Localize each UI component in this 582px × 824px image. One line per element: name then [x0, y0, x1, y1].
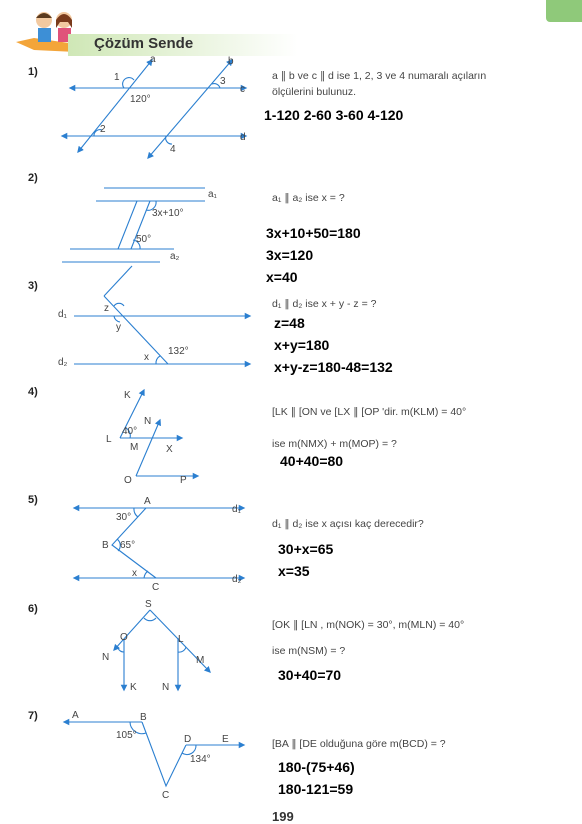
label-d2: d₂ [58, 357, 68, 368]
figure-1 [62, 60, 246, 158]
label-B7: B [140, 712, 147, 723]
label-A5: A [144, 496, 151, 507]
answer-text: 40+40=80 [280, 453, 344, 469]
problem-number: 5) [28, 494, 38, 506]
answer-text: 1-120 2-60 3-60 4-120 [264, 107, 404, 123]
label-120: 120° [130, 94, 151, 105]
figure-2 [62, 188, 205, 262]
page-number: 199 [272, 809, 294, 824]
answer-text: 3x+10+50=180 3x=120 x=40 [266, 225, 361, 285]
answer-text: 180-(75+46) 180-121=59 [278, 759, 355, 797]
question-text: a ∥ b ve c ∥ d ise 1, 2, 3 ve 4 numaralı açıların ölçülerini bulunuz. [272, 70, 487, 98]
label-O: O [124, 475, 132, 486]
question-text: [LK ∥ [ON ve [LX ∥ [OP 'dir. m(KLM) = 40° ise m(NMX) + m(MOP) = ? [272, 406, 467, 450]
label-1: 1 [114, 72, 120, 83]
label-N6b: N [162, 682, 170, 693]
answer-text: 30+x=65 x=35 [278, 541, 334, 579]
label-P: P [180, 475, 187, 486]
label-40: 40° [122, 426, 138, 437]
label-x5: x [132, 568, 137, 579]
label-3x10: 3x+10° [152, 208, 184, 219]
label-K: K [124, 390, 131, 401]
question-text: d₁ ∥ d₂ ise x + y - z = ? [272, 298, 377, 310]
page-title: Çözüm Sende [94, 35, 194, 52]
label-L: L [106, 434, 112, 445]
label-50: 50° [136, 234, 152, 245]
label-b: b [228, 56, 234, 67]
label-c: c [240, 84, 245, 95]
label-105: 105° [116, 730, 137, 741]
label-30: 30° [116, 512, 132, 523]
problem-number: 1) [28, 66, 38, 78]
label-65: 65° [120, 540, 136, 551]
label-4: 4 [170, 144, 176, 155]
label-S: S [145, 599, 152, 610]
question-text: d₁ ∥ d₂ ise x açısı kaç derecedir? [272, 518, 424, 530]
label-z: z [104, 303, 109, 314]
figure-6 [114, 610, 210, 690]
label-E7: E [222, 734, 229, 745]
label-X: X [166, 444, 173, 455]
label-C7: C [162, 790, 170, 801]
problem-number: 6) [28, 603, 38, 615]
problem-number: 7) [28, 710, 38, 722]
label-x: x [144, 352, 149, 363]
label-d: d [240, 132, 246, 143]
label-132: 132° [168, 346, 189, 357]
answer-text: 30+40=70 [278, 667, 342, 683]
label-3: 3 [220, 76, 226, 87]
figure-5 [74, 508, 244, 578]
problem-number: 2) [28, 172, 38, 184]
label-N: N [144, 416, 152, 427]
label-2: 2 [100, 124, 106, 135]
label-K6: K [130, 682, 137, 693]
question-text: a₁ ∥ a₂ ise x = ? [272, 192, 345, 204]
label-L6: L [178, 634, 184, 645]
figure-7 [64, 722, 244, 786]
label-d1: d₁ [58, 309, 67, 320]
label-134: 134° [190, 754, 211, 765]
problem-number: 3) [28, 280, 38, 292]
label-B5: B [102, 540, 109, 551]
label-C5: C [152, 582, 160, 593]
figure-3 [74, 266, 250, 364]
label-A7: A [72, 710, 79, 721]
label-N6a: N [102, 652, 110, 663]
label-a: a [150, 54, 156, 65]
label-M: M [130, 442, 139, 453]
question-text: [BA ∥ [DE olduğuna göre m(BCD) = ? [272, 738, 446, 750]
label-O6: O [120, 632, 128, 643]
label-M6: M [196, 655, 205, 666]
label-a1: a₁ [208, 189, 217, 200]
label-d1-5: d₁ [232, 504, 241, 515]
label-y: y [116, 322, 121, 333]
label-d2-5: d₂ [232, 574, 242, 585]
label-D7: D [184, 734, 192, 745]
problem-number: 4) [28, 386, 38, 398]
answer-text: z=48 x+y=180 x+y-z=180-48=132 [274, 315, 393, 375]
question-text: [OK ∥ [LN , m(NOK) = 30°, m(MLN) = 40° ise m(NSM) = ? [272, 619, 465, 657]
label-a2: a₂ [170, 251, 180, 262]
